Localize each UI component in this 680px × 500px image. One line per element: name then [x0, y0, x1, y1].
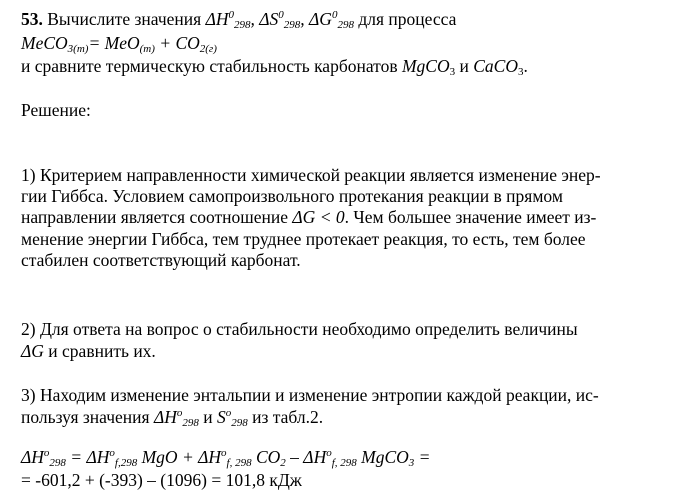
separator: , — [300, 9, 310, 29]
task-intro: Вычислите значения — [42, 9, 206, 29]
mgco3-formula: MgCO — [356, 447, 409, 467]
reaction-equation — [21, 32, 217, 54]
text-span: пользуя значения — [21, 407, 154, 427]
equals-sign: = — [65, 447, 87, 467]
enthalpy-result: = -601,2 + (-393) – (1096) = 101,8 кДж — [21, 470, 302, 490]
product-gas-formula: CO — [175, 33, 200, 53]
temperature-subscript: 298 — [337, 19, 354, 31]
equals-sign: = — [414, 447, 431, 467]
enthalpy-symbol: ΔH — [303, 447, 327, 467]
text-span: и сравнить их. — [43, 341, 156, 361]
mgco3-formula: MgCO — [401, 56, 450, 76]
gibbs-symbol: ΔG — [309, 9, 332, 29]
gibbs-symbol: ΔG — [292, 207, 316, 227]
minus-sign: – — [285, 447, 304, 467]
text-span: и — [198, 407, 217, 427]
standard-superscript: o — [176, 407, 183, 419]
standard-superscript: o — [326, 447, 332, 459]
gibbs-symbol: ΔG — [21, 341, 44, 361]
paragraph-2-line-2 — [21, 340, 156, 362]
paragraph-3-line-1: 3) Находим изменение энтальпии и изменение энтропии каждой реакции, ис- — [21, 385, 599, 405]
reactant-subscript: 3(т) — [67, 43, 89, 55]
period: . — [523, 56, 528, 76]
mgo-formula: MgO — [137, 447, 178, 467]
and-word: и — [455, 56, 474, 76]
zero-value: 0 — [335, 207, 345, 227]
text-span: направлении является соотношение — [21, 207, 293, 227]
solution-heading: Решение: — [21, 100, 91, 120]
co2-formula: CO — [251, 447, 281, 467]
formula-subscript: 3 — [408, 457, 415, 469]
enthalpy-symbol: ΔH — [198, 447, 222, 467]
temperature-subscript: 298 — [231, 417, 248, 429]
paragraph-3-line-2 — [21, 406, 323, 428]
paragraph-1-line-3 — [21, 206, 596, 228]
separator: , — [250, 9, 260, 29]
plus-sign: + — [177, 447, 199, 467]
enthalpy-symbol: ΔH — [86, 447, 110, 467]
enthalpy-symbol: ΔH — [153, 407, 177, 427]
product-gas-subscript: 2(г) — [199, 43, 217, 55]
formation-subscript: f,298 — [114, 457, 138, 469]
standard-superscript: o — [225, 407, 232, 419]
temperature-subscript: 298 — [283, 19, 301, 31]
standard-superscript: o — [43, 447, 50, 459]
formula-subscript: 2 — [280, 457, 286, 469]
paragraph-1-line-4: менение энергии Гиббса, тем труднее протекает реакция, то есть, тем более — [21, 229, 586, 249]
paragraph-1-line-1: 1) Критерием направленности химической реакции является изменение энер- — [21, 165, 601, 185]
standard-superscript: 0 — [278, 9, 284, 21]
task-for-process: для процесса — [353, 9, 457, 29]
temperature-subscript: 298 — [234, 19, 251, 31]
product-oxide-formula: MeO — [104, 33, 140, 53]
formula-subscript: 3 — [517, 66, 524, 78]
caco3-formula: CaCO — [473, 56, 518, 76]
formation-subscript: f, 298 — [226, 457, 252, 469]
entropy-symbol: ΔS — [259, 9, 279, 29]
formation-subscript: f, 298 — [331, 457, 357, 469]
entropy-symbol: S — [217, 407, 226, 427]
enthalpy-symbol: ΔH — [205, 9, 229, 29]
temperature-subscript: 298 — [182, 417, 199, 429]
standard-superscript: o — [221, 447, 227, 459]
less-than-sign: < — [315, 207, 336, 227]
enthalpy-symbol: ΔH — [21, 447, 44, 467]
standard-superscript: 0 — [228, 9, 234, 21]
text-span: . Чем большее значение имеет из- — [344, 207, 597, 227]
reactant-formula: MeCO — [21, 33, 68, 53]
plus-sign: + — [154, 33, 176, 53]
compare-text: и сравните термическую стабильность карбонатов — [21, 56, 402, 76]
task-number: 53. — [21, 9, 43, 29]
standard-superscript: 0 — [331, 9, 338, 21]
paragraph-2-line-1: 2) Для ответа на вопрос о стабильности необходимо определить величины — [21, 319, 578, 339]
paragraph-1-line-5: стабилен соответствующий карбонат. — [21, 250, 301, 270]
standard-superscript: o — [109, 447, 115, 459]
equals-sign: = — [88, 33, 105, 53]
paragraph-1-line-2: гии Гиббса. Условием самопроизвольного протекания реакции в прямом — [21, 186, 563, 206]
task-statement — [21, 8, 456, 30]
text-span: из табл.2. — [247, 407, 324, 427]
formula-subscript: 3 — [449, 66, 456, 78]
temperature-subscript: 298 — [49, 457, 66, 469]
product-oxide-subscript: (т) — [139, 43, 155, 55]
enthalpy-formula — [21, 446, 430, 468]
task-compare-line — [21, 55, 528, 77]
